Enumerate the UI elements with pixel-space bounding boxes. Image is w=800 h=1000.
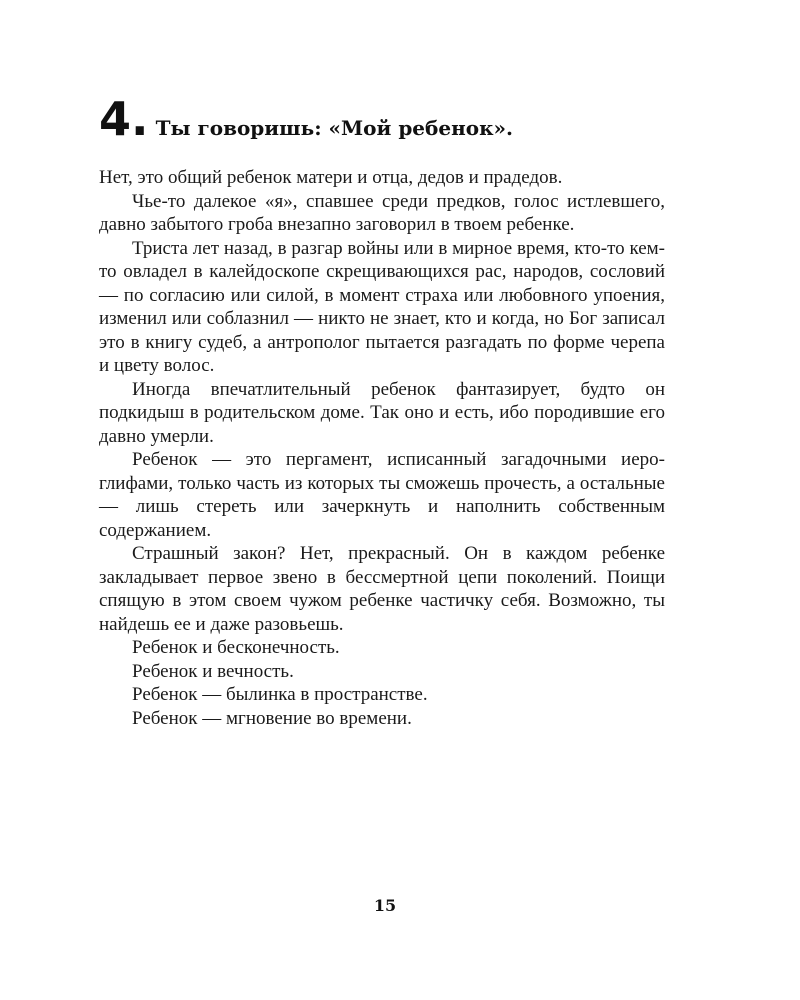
paragraph: Нет, это общий ребенок матери и отца, дедов и прадедов.	[99, 167, 563, 188]
paragraph: Ребенок и вечность.	[132, 660, 294, 682]
paragraph: Страшный закон? Нет, прекрасный. Он в каждом ребенке закладывает первое звено в бессмертной цепи поколений. Поищи спящую в этом своем чужом ребенке частичку себя. Возможно, ты найдешь ее и даже разовьешь.	[99, 543, 665, 635]
paragraph: Ребенок и бесконечность.	[132, 637, 340, 658]
paragraph: Ребенок — мгновение во времени.	[132, 707, 412, 729]
chapter-number: 4.	[99, 92, 149, 146]
page-number: 15	[373, 896, 397, 915]
chapter-title: Ты говоришь: «Мой ребенок».	[155, 116, 513, 140]
paragraph: Чье-то далекое «я», спавшее среди предков, голос истлевшего, давно забытого гроба внезапно заговорил в твоем ребенке.	[99, 190, 665, 235]
paragraph: Иногда впечатлительный ребенок фантазирует, будто он подкидыш в родительском доме. Так оно и есть, ибо породившие его давно умерли.	[99, 378, 665, 447]
paragraph: Триста лет назад, в разгар войны или в мирное время, кто-то кем-то овладел в калейдоскопе скрещивающихся рас, народов, сословий — по согласию или силой, в момент страха или любовного упоения, изменил или соблазнил — никто не знает, кто и когда, но Бог записал это в книгу судеб, а антрополог пытается разгадать по форме черепа и цвету волос.	[99, 237, 665, 376]
body-text	[99, 166, 665, 730]
paragraph: Ребенок — былинка в пространстве.	[132, 684, 428, 705]
chapter-heading	[99, 92, 699, 146]
paragraph: Ребенок — это пергамент, исписанный загадочными иероглифами, только часть из которых ты сможешь прочесть, а остальные — лишь стереть или зачеркнуть и наполнить собственным содержанием.	[99, 449, 665, 541]
